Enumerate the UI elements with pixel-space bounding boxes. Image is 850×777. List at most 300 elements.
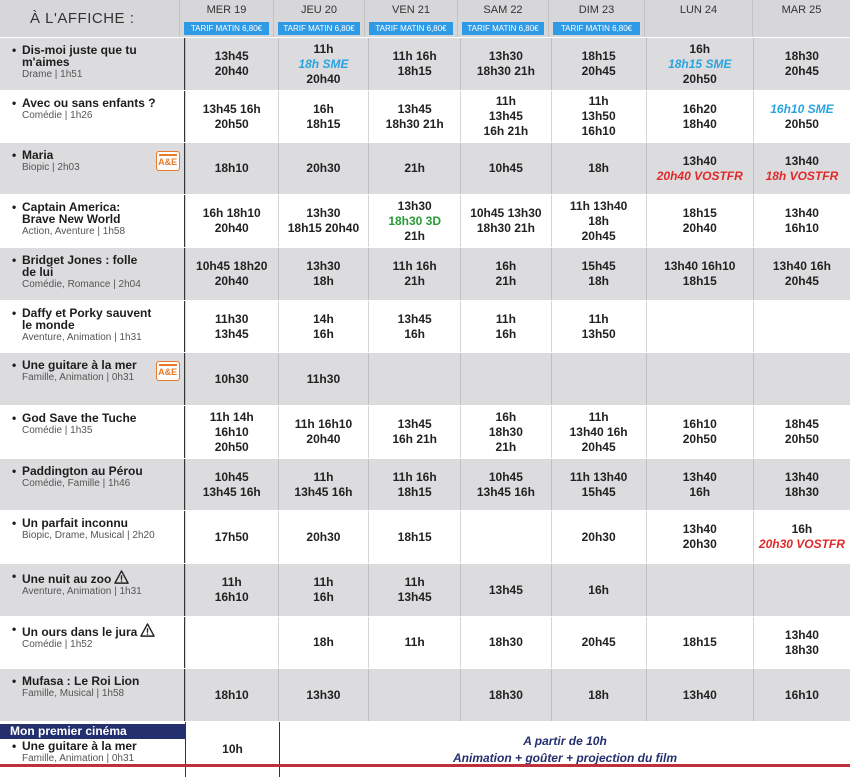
warning-triangle-icon [140,623,155,638]
movie-title[interactable] [12,44,152,68]
showtime[interactable]: 13h45 [397,417,432,431]
showtime[interactable]: 16h [495,326,517,341]
showtime[interactable]: 11h [495,94,516,108]
showtime[interactable]: 13h45 [397,311,432,326]
showtime-cell [185,511,278,563]
showtime-cell [753,353,850,405]
movie-title[interactable]: • Une guitare à la mer [12,740,137,752]
showtime[interactable]: 18h30 [488,635,523,649]
movie-info [0,669,185,721]
showtime[interactable]: 20h40 [214,274,249,288]
movie-title[interactable] [12,517,176,529]
showtime[interactable]: 18h15 SME [668,56,732,71]
movie-row [0,37,850,90]
showtime-cell [278,406,368,458]
showtime-cell [278,91,368,142]
showtime[interactable]: 14h [313,311,334,326]
showtime-cell [551,459,646,510]
showtime[interactable]: 16h [404,326,426,341]
movie-title[interactable] [12,149,176,161]
showtime[interactable]: 20h30 [581,529,616,544]
showtime[interactable]: 18h [588,274,609,288]
tarif-matin-badge: TARIF MATIN 6,80€ [462,22,544,35]
showtime[interactable]: 18h40 [682,116,717,131]
showtime[interactable]: 20h40 VOSTFR [656,168,743,183]
showtime[interactable]: 13h40 16h [772,259,831,273]
showtime[interactable]: 20h40 [214,64,249,78]
showtime-cell [185,195,278,247]
showtime[interactable]: 20h50 [214,439,249,454]
showtime[interactable]: 21h [495,274,517,288]
header-label: À L'AFFICHE : [30,10,135,27]
showtime-cell [368,248,460,300]
showtime[interactable]: 13h40 [682,522,717,536]
showtime-cell [368,38,460,90]
showtime[interactable]: 20h30 VOSTFR [758,537,845,551]
day-label: LUN 24 [679,4,718,16]
showtime[interactable]: 10h30 [214,371,249,386]
movie-meta: Action, Aventure | 1h58 [22,226,126,237]
showtime-cell [753,38,850,90]
showtime-cell [185,406,278,458]
showtime[interactable]: 20h45 [581,635,616,649]
showtime[interactable]: 11h [588,409,609,424]
showtime[interactable]: 13h45 [214,49,249,63]
showtime[interactable]: 18h30 [784,642,819,657]
movie-info [0,38,185,90]
showtime-cell [551,143,646,194]
showtime-cell [278,459,368,510]
showtime[interactable]: 13h30 [306,259,341,273]
showtime[interactable]: 10h45 [214,469,249,484]
showtime[interactable]: 18h30 21h [476,64,535,78]
showtime-cell [646,301,753,352]
tarif-matin-badge: TARIF MATIN 6,80€ [369,22,453,35]
showtime[interactable]: 20h40 [306,71,341,86]
showtime[interactable]: 18h10 [214,687,249,702]
showtime[interactable]: 13h45 16h [202,101,261,116]
showtime[interactable]: 21h [404,161,426,175]
showtime-cell [646,669,753,721]
movie-title[interactable] [12,97,176,109]
showtime-cell [753,669,850,721]
movie-info [0,406,185,458]
showtime-cell [460,143,550,194]
showtime[interactable]: 20h45 [581,64,616,78]
showtime[interactable]: 18h30 21h [385,116,444,131]
movie-row [0,616,850,668]
showtime[interactable]: 15h45 [581,484,616,499]
showtime-cell [185,301,278,352]
showtime[interactable]: 18h15 [397,484,432,499]
showtime-cell [368,511,460,563]
showtime-cell [753,564,850,616]
showtime-cell [185,248,278,300]
premier-cinema-label: Mon premier cinéma [0,724,186,739]
showtime[interactable]: 16h [588,582,609,597]
showtime[interactable]: 16h10 [784,221,819,235]
showtime-cell [460,91,550,142]
showtime-cell [278,38,368,90]
movie-info [0,353,185,405]
movie-meta: Comédie | 1h35 [22,425,93,436]
showtime-cell [185,459,278,510]
showtime[interactable]: 20h30 [306,161,341,175]
showtime[interactable]: 16h [689,484,711,499]
movie-meta: Famille, Musical | 1h58 [22,688,125,699]
movie-title-text: Paddington au Pérou [22,464,143,478]
showtime-cell [278,669,368,721]
showtime[interactable]: 16h [313,590,334,604]
showtime-cell [551,38,646,90]
day-header [179,0,273,37]
movie-meta: Drame | 1h51 [22,69,83,80]
showtime[interactable]: 13h30 [488,49,523,63]
showtime-cell [551,353,646,405]
showtime[interactable]: 21h [495,439,517,454]
showtime-cell [551,406,646,458]
showtime-cell [368,353,460,405]
showtime[interactable]: 13h40 16h10 [664,259,736,273]
showtime-cell [368,301,460,352]
showtime[interactable]: 16h 21h [392,432,438,446]
showtime[interactable]: 13h40 [784,469,819,484]
showtime-cell [185,353,278,405]
warning-triangle-icon [114,570,129,585]
showtime[interactable]: 18h15 [581,49,616,63]
day-header [457,0,548,37]
showtime[interactable]: 11h 16h10 [294,417,353,431]
movie-title[interactable] [12,675,176,687]
showtime[interactable]: 20h50 [682,71,717,86]
showtime[interactable]: 11h [588,311,609,326]
showtime-cell [646,617,753,668]
showtime-cell [753,91,850,142]
showtime[interactable]: 13h40 [682,469,717,484]
showtime-cell [646,38,753,90]
showtime[interactable]: 18h [588,213,609,228]
showtime-cell [646,353,753,405]
showtime[interactable]: 16h [791,522,813,536]
showtime[interactable]: 11h 13h40 [569,198,628,213]
showtime[interactable]: 13h40 16h [569,424,628,439]
showtime-cell [460,353,550,405]
movie-title-text: Dis-moi juste que tu m'aimes [22,43,137,69]
movie-title-text: Un parfait inconnu [22,516,128,530]
showtime[interactable]: 16h10 SME [770,101,834,116]
showtime-cell [551,91,646,142]
showtime[interactable]: 20h40 [306,432,341,446]
movie-row [0,90,850,142]
showtime-cell [551,617,646,668]
movie-title[interactable] [12,465,176,477]
movie-info [0,195,185,247]
movie-title-text: Une nuit au zoo [22,572,112,586]
showtime[interactable]: 16h 18h10 [202,206,261,220]
movie-info [0,248,185,300]
showtime[interactable]: 13h40 [784,153,819,168]
movie-row [0,458,850,510]
showtime[interactable]: 13h40 [784,206,819,220]
showtime[interactable]: 13h45 [488,109,523,123]
day-header [273,0,364,37]
showtime-cell [646,564,753,616]
showtime[interactable]: 13h30 [306,206,341,220]
showtime[interactable]: 18h30 [488,687,523,702]
day-label: JEU 20 [300,4,338,16]
showtime[interactable]: 10h45 13h30 [470,206,542,220]
movie-meta: Comédie, Famille | 1h46 [22,478,131,489]
showtime[interactable]: 18h30 3D [388,213,442,228]
showtime[interactable]: 20h50 [214,116,249,131]
showtime-cell [551,195,646,247]
movie-meta: Comédie, Romance | 2h04 [22,279,141,290]
showtime[interactable]: 13h50 [581,326,616,341]
showtime[interactable]: 16h [313,101,334,116]
showtime[interactable]: 13h45 16h [476,484,535,499]
showtime[interactable]: 17h50 [214,529,249,544]
movie-title-text: Daffy et Porky sauvent le monde [22,306,152,332]
movie-row [0,352,850,405]
showtime[interactable]: 18h15 [682,635,717,649]
showtime[interactable]: 11h [404,575,425,589]
showtime-cell [460,617,550,668]
movie-meta: Aventure, Animation | 1h31 [22,586,142,597]
header-label-cell [0,0,179,37]
showtime-cell [646,406,753,458]
movie-meta: Famille, Animation | 0h31 [22,372,135,383]
movie-title[interactable] [12,570,176,585]
showtime[interactable]: 18h15 [306,116,341,131]
showtime[interactable]: 11h30 [306,371,341,386]
showtime[interactable]: 13h50 [581,109,616,123]
showtime[interactable]: 11h [588,94,609,108]
showtime-cell [646,195,753,247]
showtime[interactable]: 16h [689,41,711,56]
showtime[interactable]: 13h45 [397,590,432,604]
showtime[interactable]: 18h15 20h40 [287,221,360,235]
showtime[interactable]: 18h [313,635,334,649]
showtime-cell [460,248,550,300]
note-line-1: A partir de 10h [523,733,607,748]
showtime[interactable]: 11h 14h [209,409,254,424]
showtime-cell [646,143,753,194]
showtime[interactable]: 18h [588,687,609,702]
showtime[interactable]: 16h [313,326,334,341]
movie-info [0,143,185,194]
movie-info [0,564,185,616]
showtime[interactable]: 20h45 [784,64,819,78]
movie-title[interactable] [12,201,152,225]
showtime[interactable]: 20h40 [682,221,717,235]
showtime[interactable]: 18h SME [298,56,349,71]
showtime-cell [278,353,368,405]
movie-info [0,617,185,668]
premier-cinema-info [0,722,186,777]
showtime-cell [753,143,850,194]
showtime[interactable]: 15h45 [581,259,616,273]
showtime[interactable]: 16h10 [214,590,249,604]
movie-info [0,91,185,142]
showtime-cell [753,459,850,510]
movie-meta: Comédie | 1h52 [22,639,93,650]
showtime[interactable]: 11h 16h [392,469,437,484]
showtime[interactable]: 20h30 [682,537,717,551]
showtime[interactable]: 11h 16h [392,259,437,273]
showtime-cell [646,459,753,510]
showtime[interactable]: 16h10 [214,424,249,439]
day-label: MER 19 [206,4,247,16]
showtime-cell [368,669,460,721]
showtime[interactable]: 10h45 18h20 [196,259,268,273]
showtime[interactable]: 16h10 [784,687,819,702]
showtime[interactable]: 13h30 [306,687,341,702]
showtime[interactable]: 10h [222,742,243,756]
showtime[interactable]: 20h40 [214,221,249,235]
showtime-cell [646,511,753,563]
movie-title-text: Un ours dans le jura [22,625,138,639]
showtime[interactable]: 20h45 [784,274,819,288]
showtime[interactable]: 20h50 [682,432,717,446]
showtime-cell [460,669,550,721]
showtime[interactable]: 10h45 [488,469,523,484]
showtime[interactable]: 20h30 [306,529,341,544]
showtime[interactable]: 18h15 [682,274,717,288]
showtime[interactable]: 16h 21h [483,124,529,138]
showtime[interactable]: 11h 16h [392,49,437,63]
showtime[interactable]: 18h [588,161,609,175]
showtime[interactable]: 16h20 [682,101,717,116]
showtime-cell [185,564,278,616]
showtime[interactable]: 11h [221,575,242,589]
day-header [752,0,850,37]
showtime-cell [460,406,550,458]
showtime-cell [278,143,368,194]
showtime[interactable]: 18h30 [784,49,819,63]
showtime-cell [278,564,368,616]
showtime[interactable]: 18h10 [214,161,249,175]
movie-title[interactable] [12,359,176,371]
showtime[interactable]: 20h45 [581,228,616,243]
showtime-cell [753,406,850,458]
showtime[interactable]: 16h [495,259,517,273]
showtime-cell [368,459,460,510]
showtime[interactable]: 11h [313,469,334,484]
showtime[interactable]: 13h45 16h [294,484,353,499]
movie-meta: Famille, Animation | 0h31 [22,753,135,764]
showtime[interactable]: 13h45 [397,101,432,116]
movie-title[interactable] [12,412,176,424]
showtime[interactable]: 13h40 [682,153,717,168]
showtime[interactable]: 13h40 [682,687,717,702]
showtime[interactable]: 21h [404,274,426,288]
showtime-cell [753,301,850,352]
showtime[interactable]: 10h45 [488,161,523,175]
showtime[interactable]: 16h10 [682,417,717,431]
showtime[interactable]: 20h50 [784,432,819,446]
showtime-cell [278,195,368,247]
showtime[interactable]: 18h30 21h [476,221,535,235]
showtime-cell [278,617,368,668]
showtime[interactable]: 13h30 [397,198,432,213]
movie-title[interactable] [12,307,152,331]
showtime-cell [278,248,368,300]
day-label: VEN 21 [392,4,430,16]
showtime-cell [185,91,278,142]
showtime[interactable]: 18h15 [397,64,432,78]
showtime-cell [551,564,646,616]
day-label: SAM 22 [483,4,523,16]
movie-meta: Biopic, Drame, Musical | 2h20 [22,530,155,541]
showtime-cell [368,564,460,616]
movie-row [0,142,850,194]
showtime[interactable]: 18h [313,274,334,288]
showtime-cell [460,301,550,352]
day-header [364,0,457,37]
movie-row [0,194,850,247]
movie-row [0,247,850,300]
showtime[interactable]: 18h45 [784,417,819,431]
showtime[interactable]: 13h45 [214,326,249,341]
showtime[interactable]: 21h [404,228,426,243]
showtime[interactable]: 18h VOSTFR [765,168,839,183]
showtime[interactable]: 18h15 [682,206,717,220]
showtime[interactable]: 16h10 [581,124,616,138]
ae-badge-icon: A&E [156,151,180,171]
showtime-cell [460,195,550,247]
movie-info [0,511,185,563]
tarif-matin-badge: TARIF MATIN 6,80€ [278,22,360,35]
movie-row [0,300,850,352]
showtime-cell [460,564,550,616]
showtime[interactable]: 11h 13h40 [569,469,628,484]
showtime[interactable]: 20h50 [784,116,819,131]
tarif-matin-badge: TARIF MATIN 6,80€ [553,22,640,35]
showtime-cell [185,38,278,90]
showtime[interactable]: 13h45 [488,582,523,597]
showtime[interactable]: 18h15 [397,529,432,544]
showtime[interactable]: 11h [313,575,334,589]
showtime-cell [368,406,460,458]
showtime-cell [278,301,368,352]
showtime-cell [460,459,550,510]
premier-cinema-note [279,722,850,777]
showtime-cell [460,38,550,90]
day-label: DIM 23 [578,4,615,16]
movie-title-text: Maria [22,148,54,162]
showtime[interactable]: 18h30 [784,484,819,499]
showtime-cell [646,248,753,300]
showtime-cell [753,248,850,300]
showtime-cell [753,617,850,668]
showtime[interactable]: 20h45 [581,439,616,454]
showtime[interactable]: 13h45 16h [202,484,261,499]
movie-title-text: Une guitare à la mer [22,358,137,372]
showtime[interactable]: 11h30 [215,311,249,326]
tarif-matin-badge: TARIF MATIN 6,80€ [184,22,269,35]
showtime[interactable]: 11h [404,635,425,649]
showtime-cell [368,617,460,668]
showtime[interactable]: 11h [313,41,334,56]
showtime-cell [368,195,460,247]
showtime[interactable]: 16h [495,409,517,424]
movie-title[interactable] [12,623,176,638]
showtime[interactable]: 13h40 [784,627,819,642]
movie-title[interactable] [12,254,152,278]
showtime[interactable]: 18h30 [488,424,523,439]
showtime-cell [460,511,550,563]
showtime[interactable]: 11h [495,311,516,326]
